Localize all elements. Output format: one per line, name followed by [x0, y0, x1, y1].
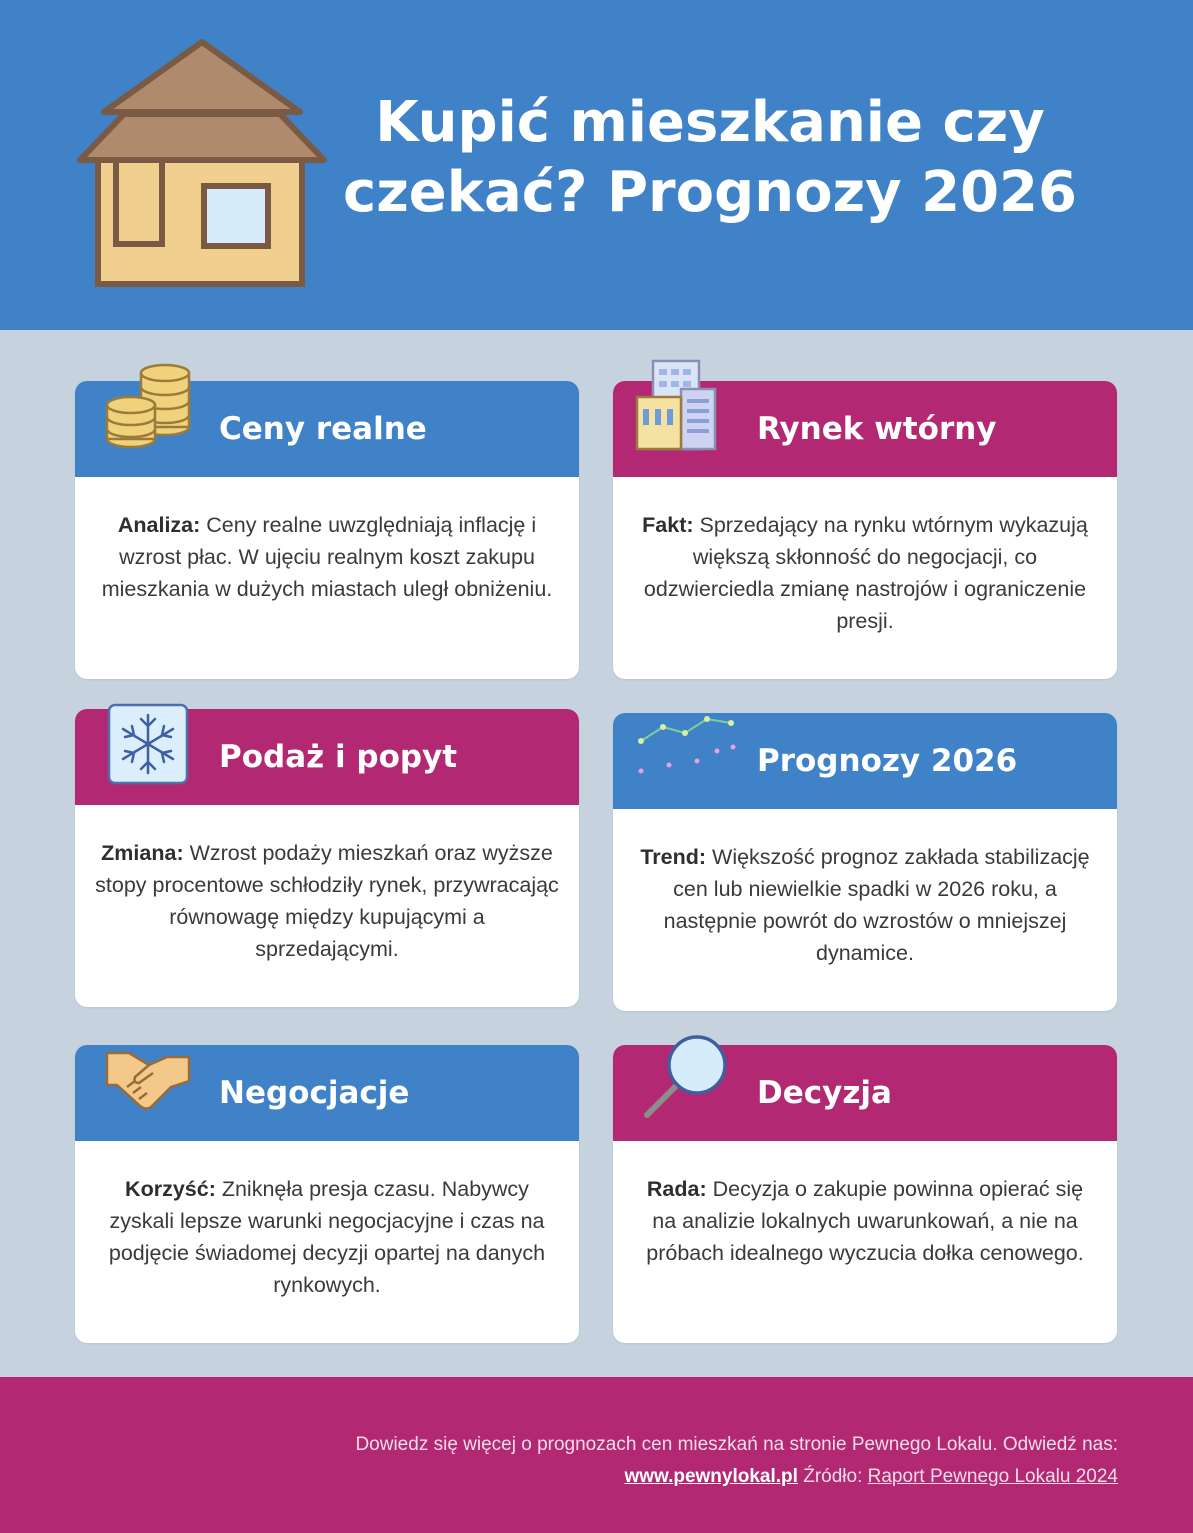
card-label: Fakt: — [642, 513, 694, 537]
card-text — [633, 1173, 1097, 1269]
magnifier-icon — [639, 1031, 731, 1123]
card-description: Sprzedający na rynku wtórnym wykazują większą skłonność do negocjacji, co odzwierciedla zmianę nastrojów i ograniczenie presji. — [643, 513, 1088, 633]
card-title: Ceny realne — [219, 411, 427, 447]
card-title: Negocjacje — [219, 1075, 410, 1111]
snowflake-icon — [107, 703, 189, 785]
title-line-1: Kupić mieszkanie czy — [375, 90, 1045, 155]
buildings-icon — [633, 357, 719, 453]
handshake-icon — [105, 1047, 191, 1113]
trend-chart-icon — [633, 713, 743, 779]
card-prognozy-2026 — [613, 713, 1117, 1011]
footer-line: Dowiedz się więcej o prognozach cen mieszkań na stronie Pewnego Lokalu. Odwiedź nas: — [355, 1434, 1118, 1455]
card-description: Ceny realne uwzględniają inflację i wzrost płac. W ujęciu realnym koszt zakupu mieszkania w dużych miastach uległ obniżeniu. — [101, 513, 553, 601]
site-link[interactable]: www.pewnylokal.pl — [624, 1466, 798, 1487]
card-title: Podaż i popyt — [219, 739, 458, 775]
card-label: Zmiana: — [101, 841, 184, 865]
card-description: Zniknęła presja czasu. Nabywcy zyskali lepsze warunki negocjacyjne i czas na podjęcie świadomej decyzji opartej na danych rynkowych. — [108, 1177, 546, 1297]
card-label: Analiza: — [117, 513, 201, 537]
card-text — [633, 509, 1097, 637]
source-label: Źródło: — [797, 1466, 868, 1487]
card-title: Prognozy 2026 — [757, 743, 1018, 779]
card-description: Większość prognoz zakłada stabilizację cen lub niewielkie spadki w 2026 roku, a następnie powrót do wzrostów o mniejszej dynamice. — [663, 845, 1090, 965]
card-negocjacje — [75, 1045, 579, 1343]
card-description: Decyzja o zakupie powinna opierać się na analizie lokalnych uwarunkowań, a nie na próbach idealnego wyczucia dołka cenowego. — [646, 1177, 1084, 1265]
card-ceny-realne — [75, 381, 579, 679]
footer-text — [355, 1429, 1118, 1493]
card-label: Trend: — [640, 845, 707, 869]
coins-icon — [101, 359, 197, 451]
card-text — [95, 509, 559, 605]
card-description: Wzrost podaży mieszkań oraz wyższe stopy procentowe schłodziły rynek, przywracając równowagę między kupującymi a sprzedającymi. — [95, 841, 559, 961]
page-title — [340, 88, 1080, 228]
house-icon — [72, 36, 332, 292]
card-label: Korzyść: — [125, 1177, 216, 1201]
source-link[interactable]: Raport Pewnego Lokalu 2024 — [867, 1466, 1118, 1487]
card-text — [95, 1173, 559, 1301]
card-title: Decyzja — [757, 1075, 892, 1111]
card-rynek-wtorny — [613, 381, 1117, 679]
card-text — [633, 841, 1097, 969]
card-text — [95, 837, 559, 965]
card-label: Rada: — [646, 1177, 707, 1201]
card-decyzja — [613, 1045, 1117, 1343]
card-title: Rynek wtórny — [757, 411, 997, 447]
card-podaz-i-popyt — [75, 709, 579, 1007]
title-line-2: czekać? Prognozy 2026 — [343, 160, 1077, 225]
